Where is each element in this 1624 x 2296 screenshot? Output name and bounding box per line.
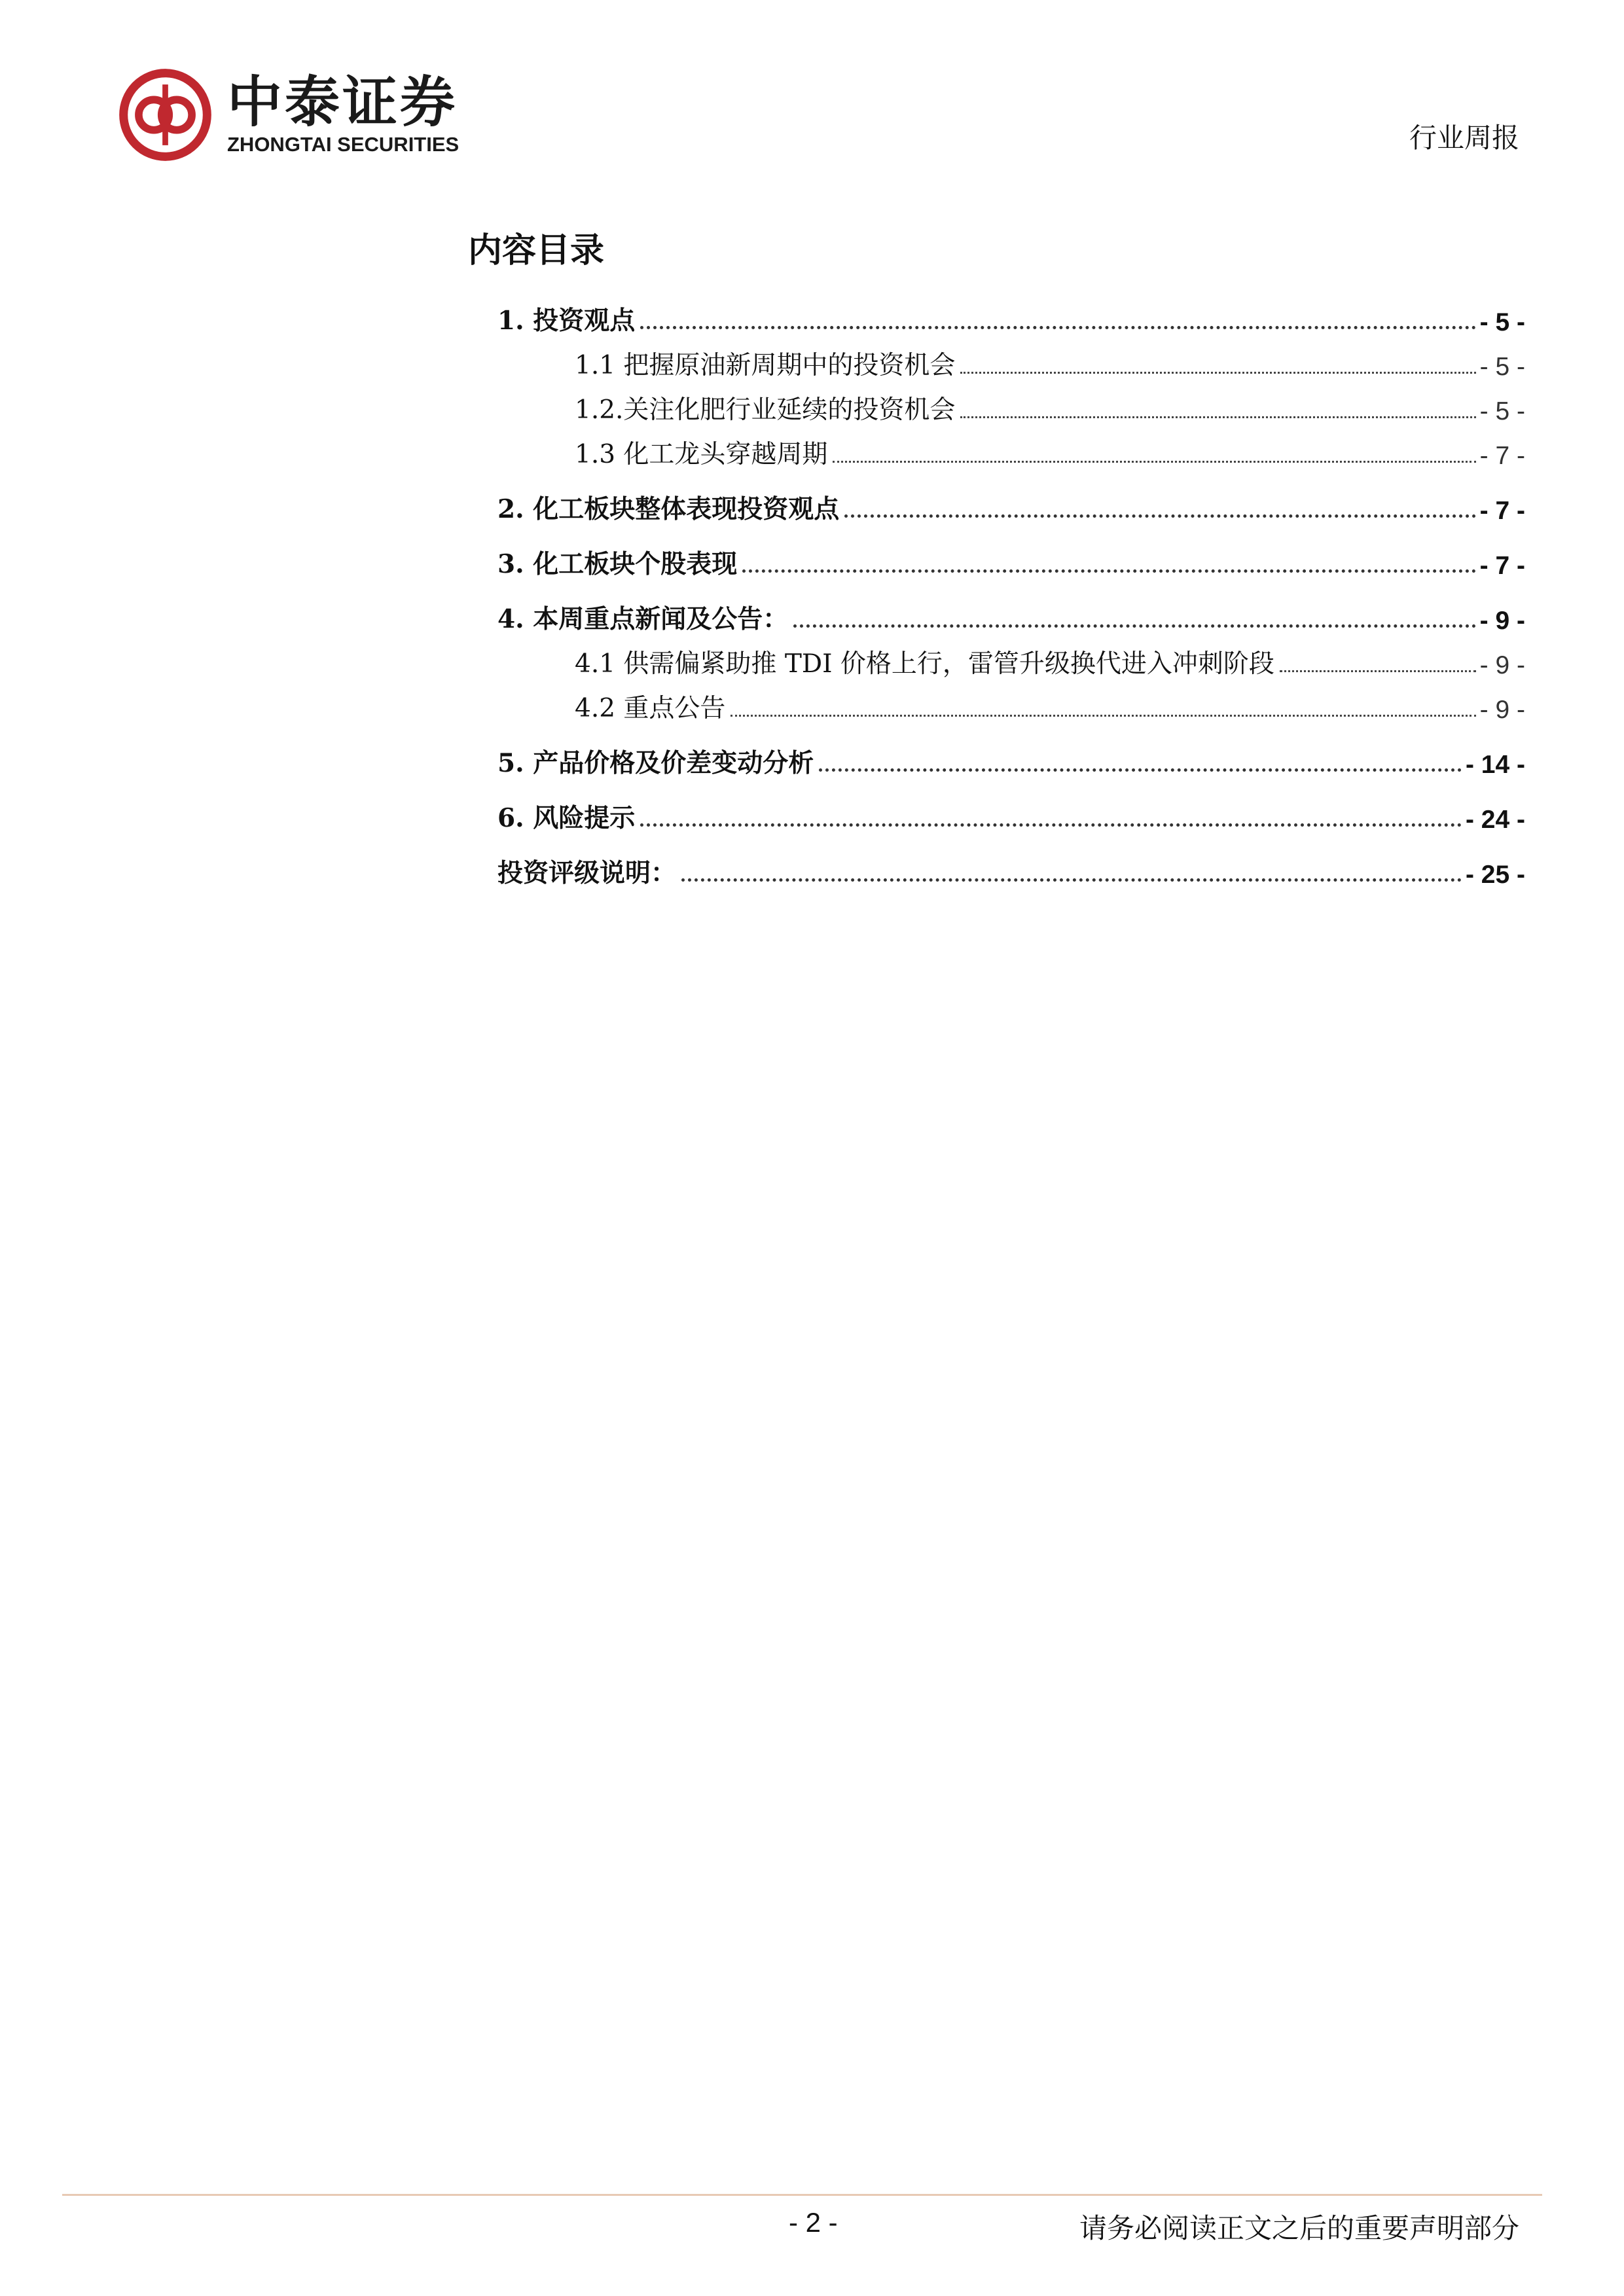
toc-entry-page: - 7 -: [1479, 497, 1525, 525]
toc-entry-page: - 25 -: [1465, 861, 1525, 889]
toc-entry[interactable]: [575, 685, 1525, 725]
toc-entry-page: - 7 -: [1479, 552, 1525, 580]
toc-entry[interactable]: [575, 641, 1525, 680]
toc-leader-dots: [819, 768, 1462, 772]
toc-entry-page: - 14 -: [1465, 751, 1525, 779]
toc-entry-label: 6. 风险提示: [497, 803, 636, 833]
toc-entry[interactable]: [575, 431, 1525, 471]
toc-entry[interactable]: [497, 486, 1525, 526]
toc-leader-dots: [731, 715, 1475, 717]
toc-entry-label: 投资评级说明：: [497, 858, 677, 888]
toc-entry-page: - 9 -: [1479, 607, 1525, 635]
toc-entry-label: 3. 化工板块个股表现: [497, 549, 738, 579]
toc-entry[interactable]: [575, 387, 1525, 426]
toc-entry-label: 1.1 把握原油新周期中的投资机会: [575, 351, 956, 380]
footer-page-number: - 2 -: [789, 2207, 838, 2238]
toc-entry-page: - 9 -: [1479, 651, 1525, 679]
toc-entry[interactable]: [497, 850, 1525, 889]
toc-leader-dots: [742, 569, 1475, 573]
toc-entry[interactable]: [497, 541, 1525, 581]
toc-entry-label: 2. 化工板块整体表现投资观点: [497, 494, 840, 524]
toc-entry-page: - 9 -: [1479, 696, 1525, 724]
toc-entry[interactable]: [497, 795, 1525, 834]
footer-divider: [62, 2194, 1542, 2196]
logo-name-en: ZHONGTAI SECURITIES: [227, 133, 460, 156]
toc-leader-dots: [960, 416, 1475, 418]
zhongtai-logo-icon: [118, 67, 213, 162]
toc-leader-dots: [833, 461, 1475, 463]
toc-entry-label: 4.2 重点公告: [575, 694, 726, 723]
toc-entry-label: 4.1 供需偏紧助推 TDI 价格上行，雷管升级换代进入冲刺阶段: [575, 649, 1274, 679]
toc-entry[interactable]: [497, 740, 1525, 780]
logo-name-cn: 中泰证券: [227, 70, 458, 134]
toc-title: 内容目录: [468, 230, 605, 270]
toc-entry-label: 4. 本周重点新闻及公告：: [497, 604, 789, 634]
toc-entry-page: - 7 -: [1479, 442, 1525, 470]
toc-leader-dots: [640, 823, 1462, 827]
toc-entry-label: 1.3 化工龙头穿越周期: [575, 440, 828, 469]
toc-entry[interactable]: [575, 342, 1525, 382]
toc-entry-page: - 5 -: [1479, 308, 1525, 336]
toc-entry-page: - 24 -: [1465, 806, 1525, 834]
toc-entry[interactable]: [497, 596, 1525, 636]
toc-entry-label: 5. 产品价格及价差变动分析: [497, 748, 814, 778]
toc-leader-dots: [844, 514, 1475, 518]
toc-entry-page: - 5 -: [1479, 353, 1525, 381]
toc-leader-dots: [1280, 670, 1476, 672]
toc-leader-dots: [793, 624, 1475, 628]
toc-entry-label: 1. 投资观点: [497, 306, 636, 336]
toc-entry-page: - 5 -: [1479, 397, 1525, 425]
toc-leader-dots: [681, 878, 1462, 882]
company-logo: [118, 65, 459, 164]
toc-leader-dots: [960, 372, 1475, 374]
toc-entry-label: 1.2.关注化肥行业延续的投资机会: [575, 395, 956, 425]
toc-entry[interactable]: [497, 298, 1525, 337]
report-type-label: 行业周报: [1409, 122, 1519, 154]
footer-disclaimer: 请务必阅读正文之后的重要声明部分: [1079, 2212, 1519, 2244]
toc-leader-dots: [640, 326, 1475, 329]
